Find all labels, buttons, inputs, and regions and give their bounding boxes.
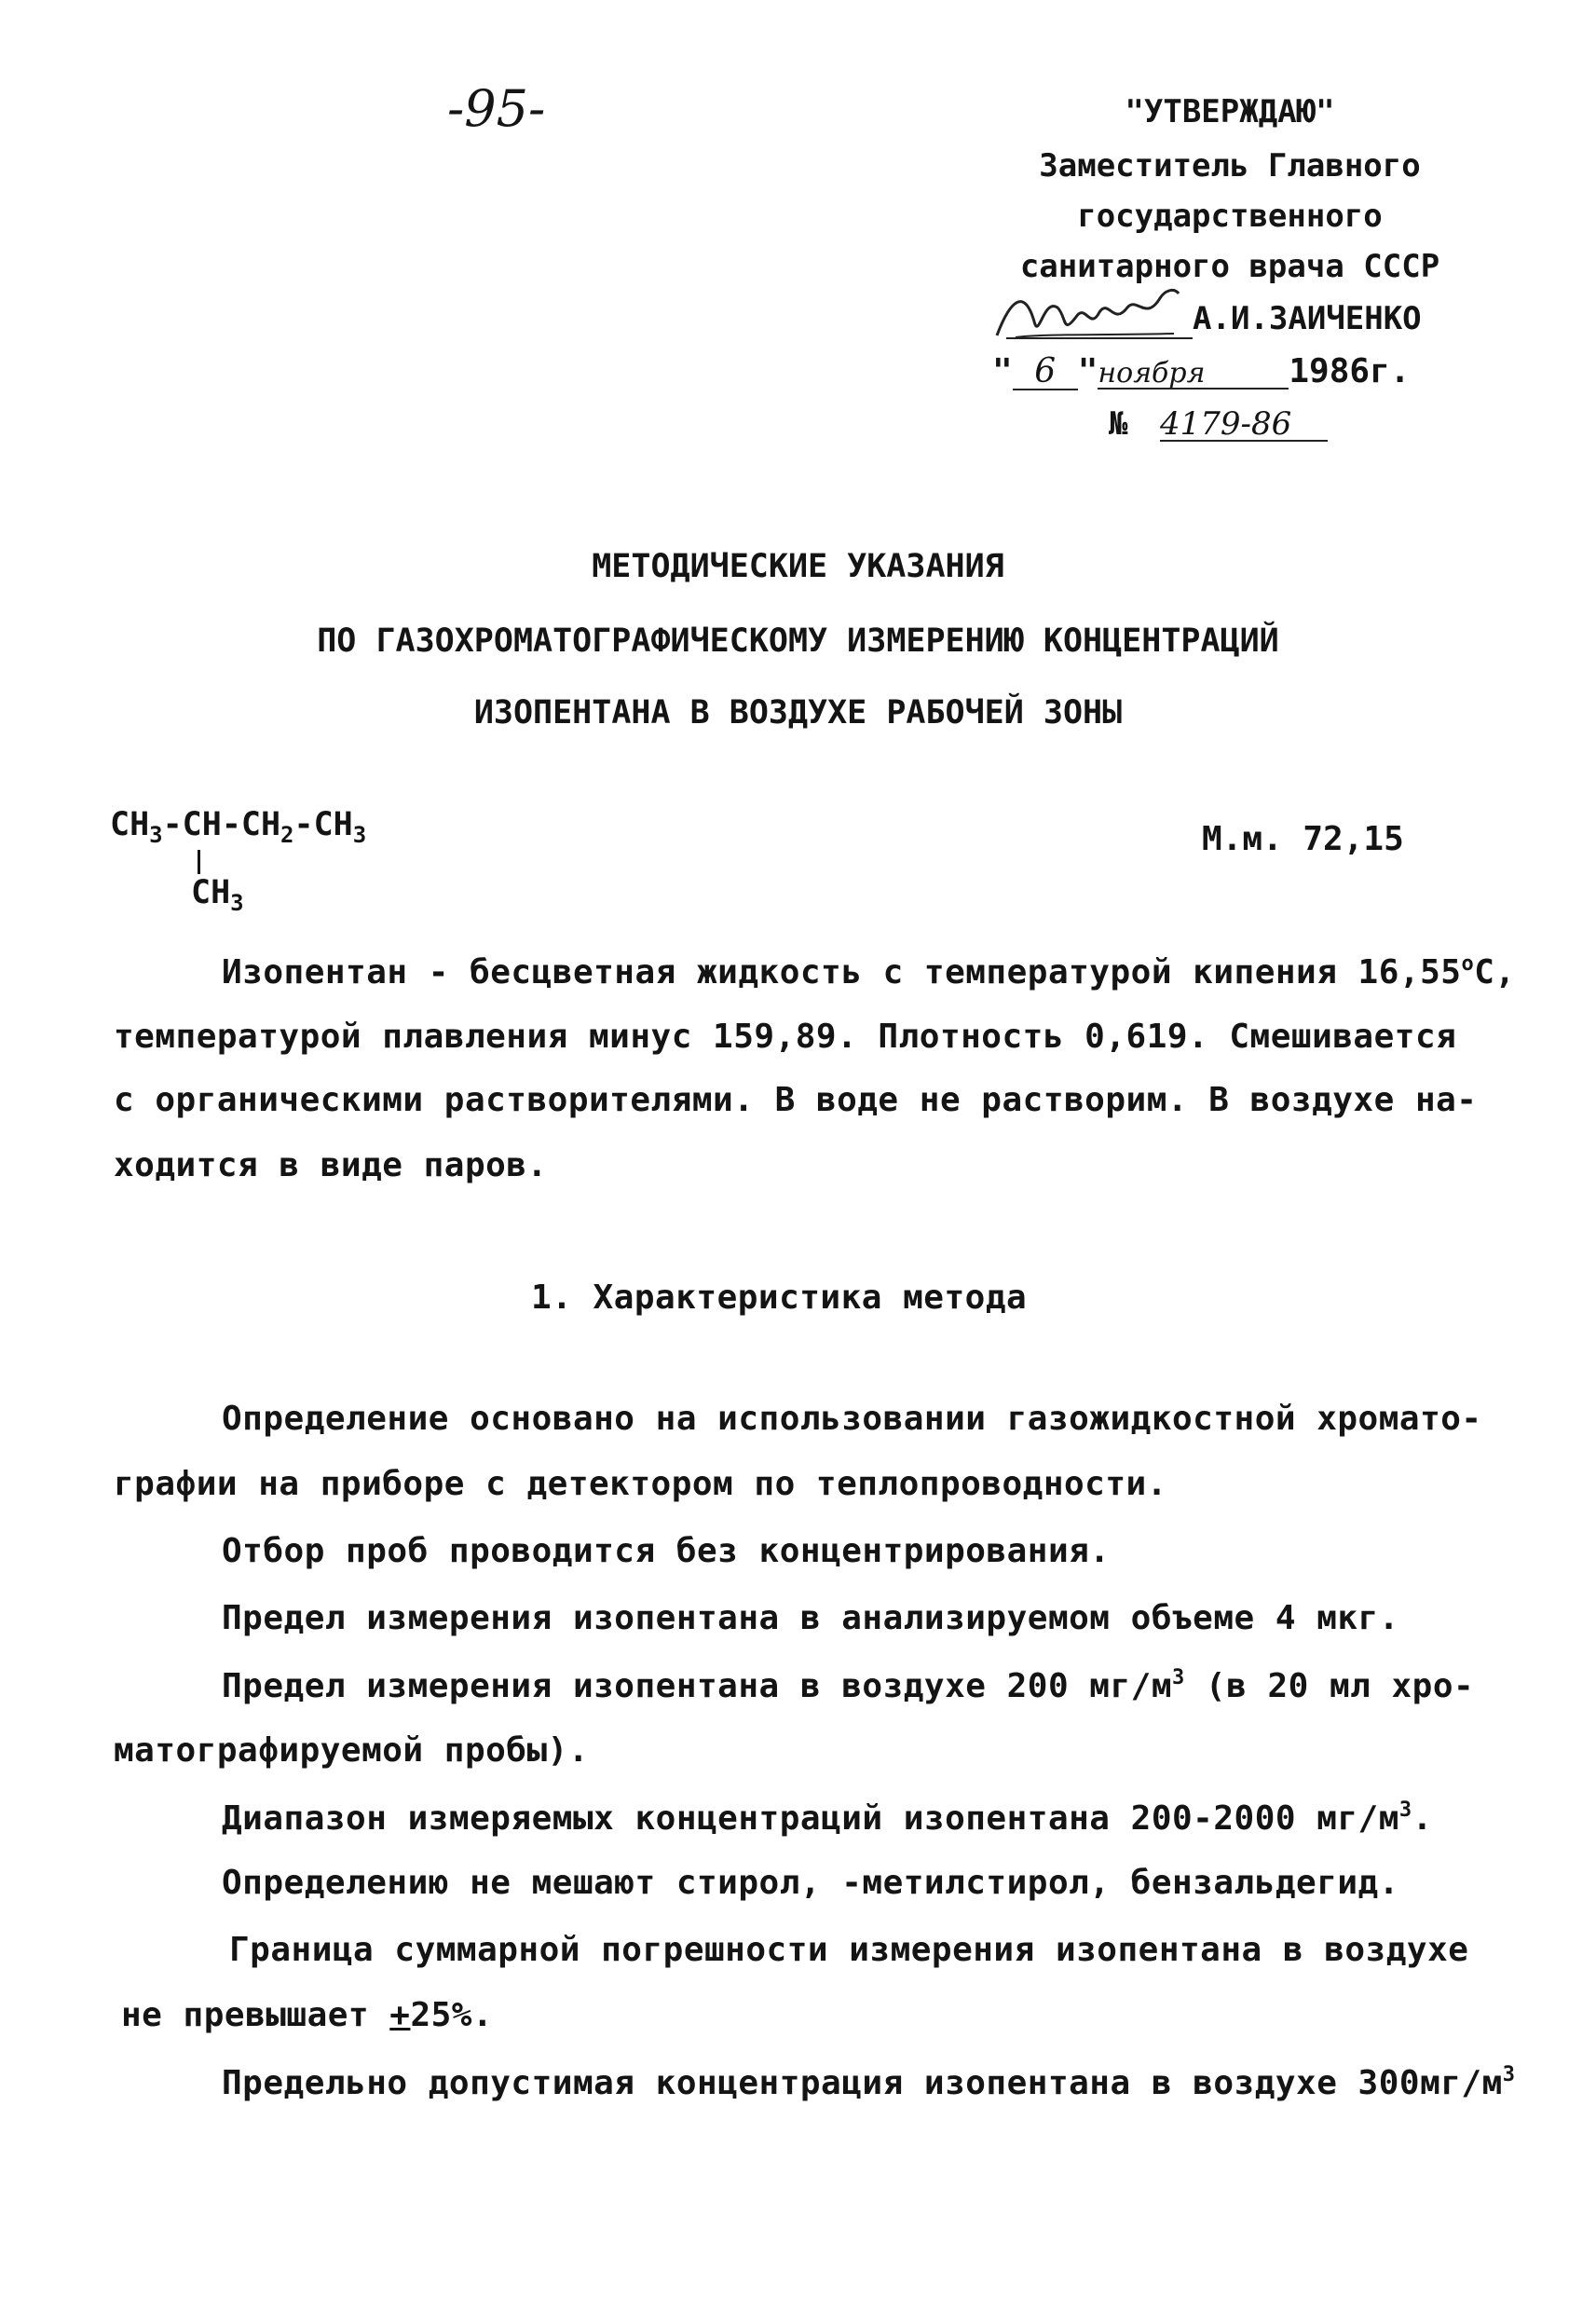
section-heading: 1. Характеристика метода — [531, 1279, 1028, 1317]
text: 25%. — [410, 1996, 494, 2034]
approval-position-line2: государственного — [1077, 198, 1383, 235]
formula-bond — [198, 850, 200, 874]
molar-mass: М.м. 72,15 — [1202, 820, 1404, 858]
text: Изопентан - бесцветная жидкость с температурой кипения 16,55 — [222, 953, 1462, 991]
date-month: ноября — [1098, 360, 1289, 390]
plus-minus-sign: + — [389, 1996, 411, 2034]
method-line-2: графии на приборе с детектором по теплопроводности. — [114, 1465, 1167, 1503]
date-day: 6 — [1013, 355, 1078, 390]
formula-branch — [191, 874, 244, 916]
formula-sub: 3 — [352, 822, 367, 848]
number-value: 4179-86 — [1160, 408, 1328, 442]
method-line-6: матографируемой пробы). — [114, 1731, 589, 1770]
number-sign: № — [1109, 405, 1128, 443]
page-number: -95- — [447, 79, 546, 138]
approval-position-line3: санитарного врача СССР — [1019, 248, 1440, 285]
formula-sub: 2 — [280, 822, 294, 848]
approval-number — [1109, 405, 1328, 443]
superscript: 3 — [1172, 1666, 1185, 1689]
text: Диапазон измеряемых концентраций изопентана 200-2000 мг/м — [222, 1799, 1399, 1838]
formula-part: -CH-CH — [162, 806, 281, 843]
method-line-5 — [222, 1666, 1474, 1705]
formula-part: CH — [110, 806, 150, 843]
intro-line-2: температурой плавления минус 159,89. Плотность 0,619. Смешивается — [114, 1018, 1457, 1056]
method-line-1: Определение основано на использовании газожидкостной хромато- — [222, 1400, 1482, 1438]
method-line-9: Граница суммарной погрешности измерения изопентана в воздухе — [229, 1931, 1469, 1969]
intro-line-1 — [222, 952, 1516, 991]
title-line-1: МЕТОДИЧЕСКИЕ УКАЗАНИЯ — [592, 548, 1004, 585]
title-line-3: ИЗОПЕНТАНА В ВОЗДУХЕ РАБОЧЕЙ ЗОНЫ — [473, 694, 1123, 732]
method-line-10 — [121, 1996, 493, 2034]
formula-part: -CH — [293, 806, 353, 843]
formula-sub: 3 — [149, 822, 163, 848]
method-line-3: Отбор проб проводится без концентрирования. — [222, 1532, 1111, 1570]
superscript: 3 — [1502, 2063, 1516, 2086]
degree-sign: o — [1461, 952, 1475, 976]
approval-position-line1: Заместитель Главного — [1039, 147, 1421, 185]
structural-formula — [110, 806, 366, 848]
method-line-4: Предел измерения изопентана в анализируемом объеме 4 мкг. — [222, 1599, 1399, 1637]
method-line-7 — [222, 1798, 1433, 1838]
approval-stamp: "УТВЕРЖДАЮ" — [1125, 93, 1335, 130]
text: Предельно допустимая концентрация изопентана в воздухе 300мг/м — [222, 2064, 1503, 2102]
method-line-8: Определению не мешают стирол, -метилстирол, бензальдегид. — [222, 1864, 1399, 1902]
intro-line-4: ходится в виде паров. — [114, 1146, 548, 1184]
quote-close: " — [1077, 352, 1098, 390]
date-year: 1986г. — [1289, 352, 1411, 390]
signature-line — [1006, 337, 1193, 339]
approver-name: А.И.ЗАИЧЕНКО — [1193, 300, 1422, 337]
title-line-2: ПО ГАЗОХРОМАТОГРАФИЧЕСКОМУ ИЗМЕРЕНИЮ КОНЦЕНТРАЦИЙ — [317, 622, 1279, 660]
method-line-11 — [222, 2063, 1516, 2102]
formula-part: CH — [191, 874, 231, 911]
formula-sub: 3 — [230, 890, 244, 916]
text: С, — [1474, 953, 1516, 991]
intro-line-3: с органическими растворителями. В воде не растворим. В воздухе на- — [114, 1081, 1478, 1119]
text: . — [1412, 1799, 1433, 1838]
approval-date — [992, 352, 1410, 390]
quote-open: " — [992, 352, 1013, 390]
superscript: 3 — [1398, 1798, 1412, 1822]
text: (в 20 мл хро- — [1184, 1667, 1475, 1705]
text: Предел измерения изопентана в воздухе 200 мг/м — [222, 1667, 1172, 1705]
text: не превышает — [121, 1996, 390, 2034]
signature-scribble — [988, 280, 1183, 354]
